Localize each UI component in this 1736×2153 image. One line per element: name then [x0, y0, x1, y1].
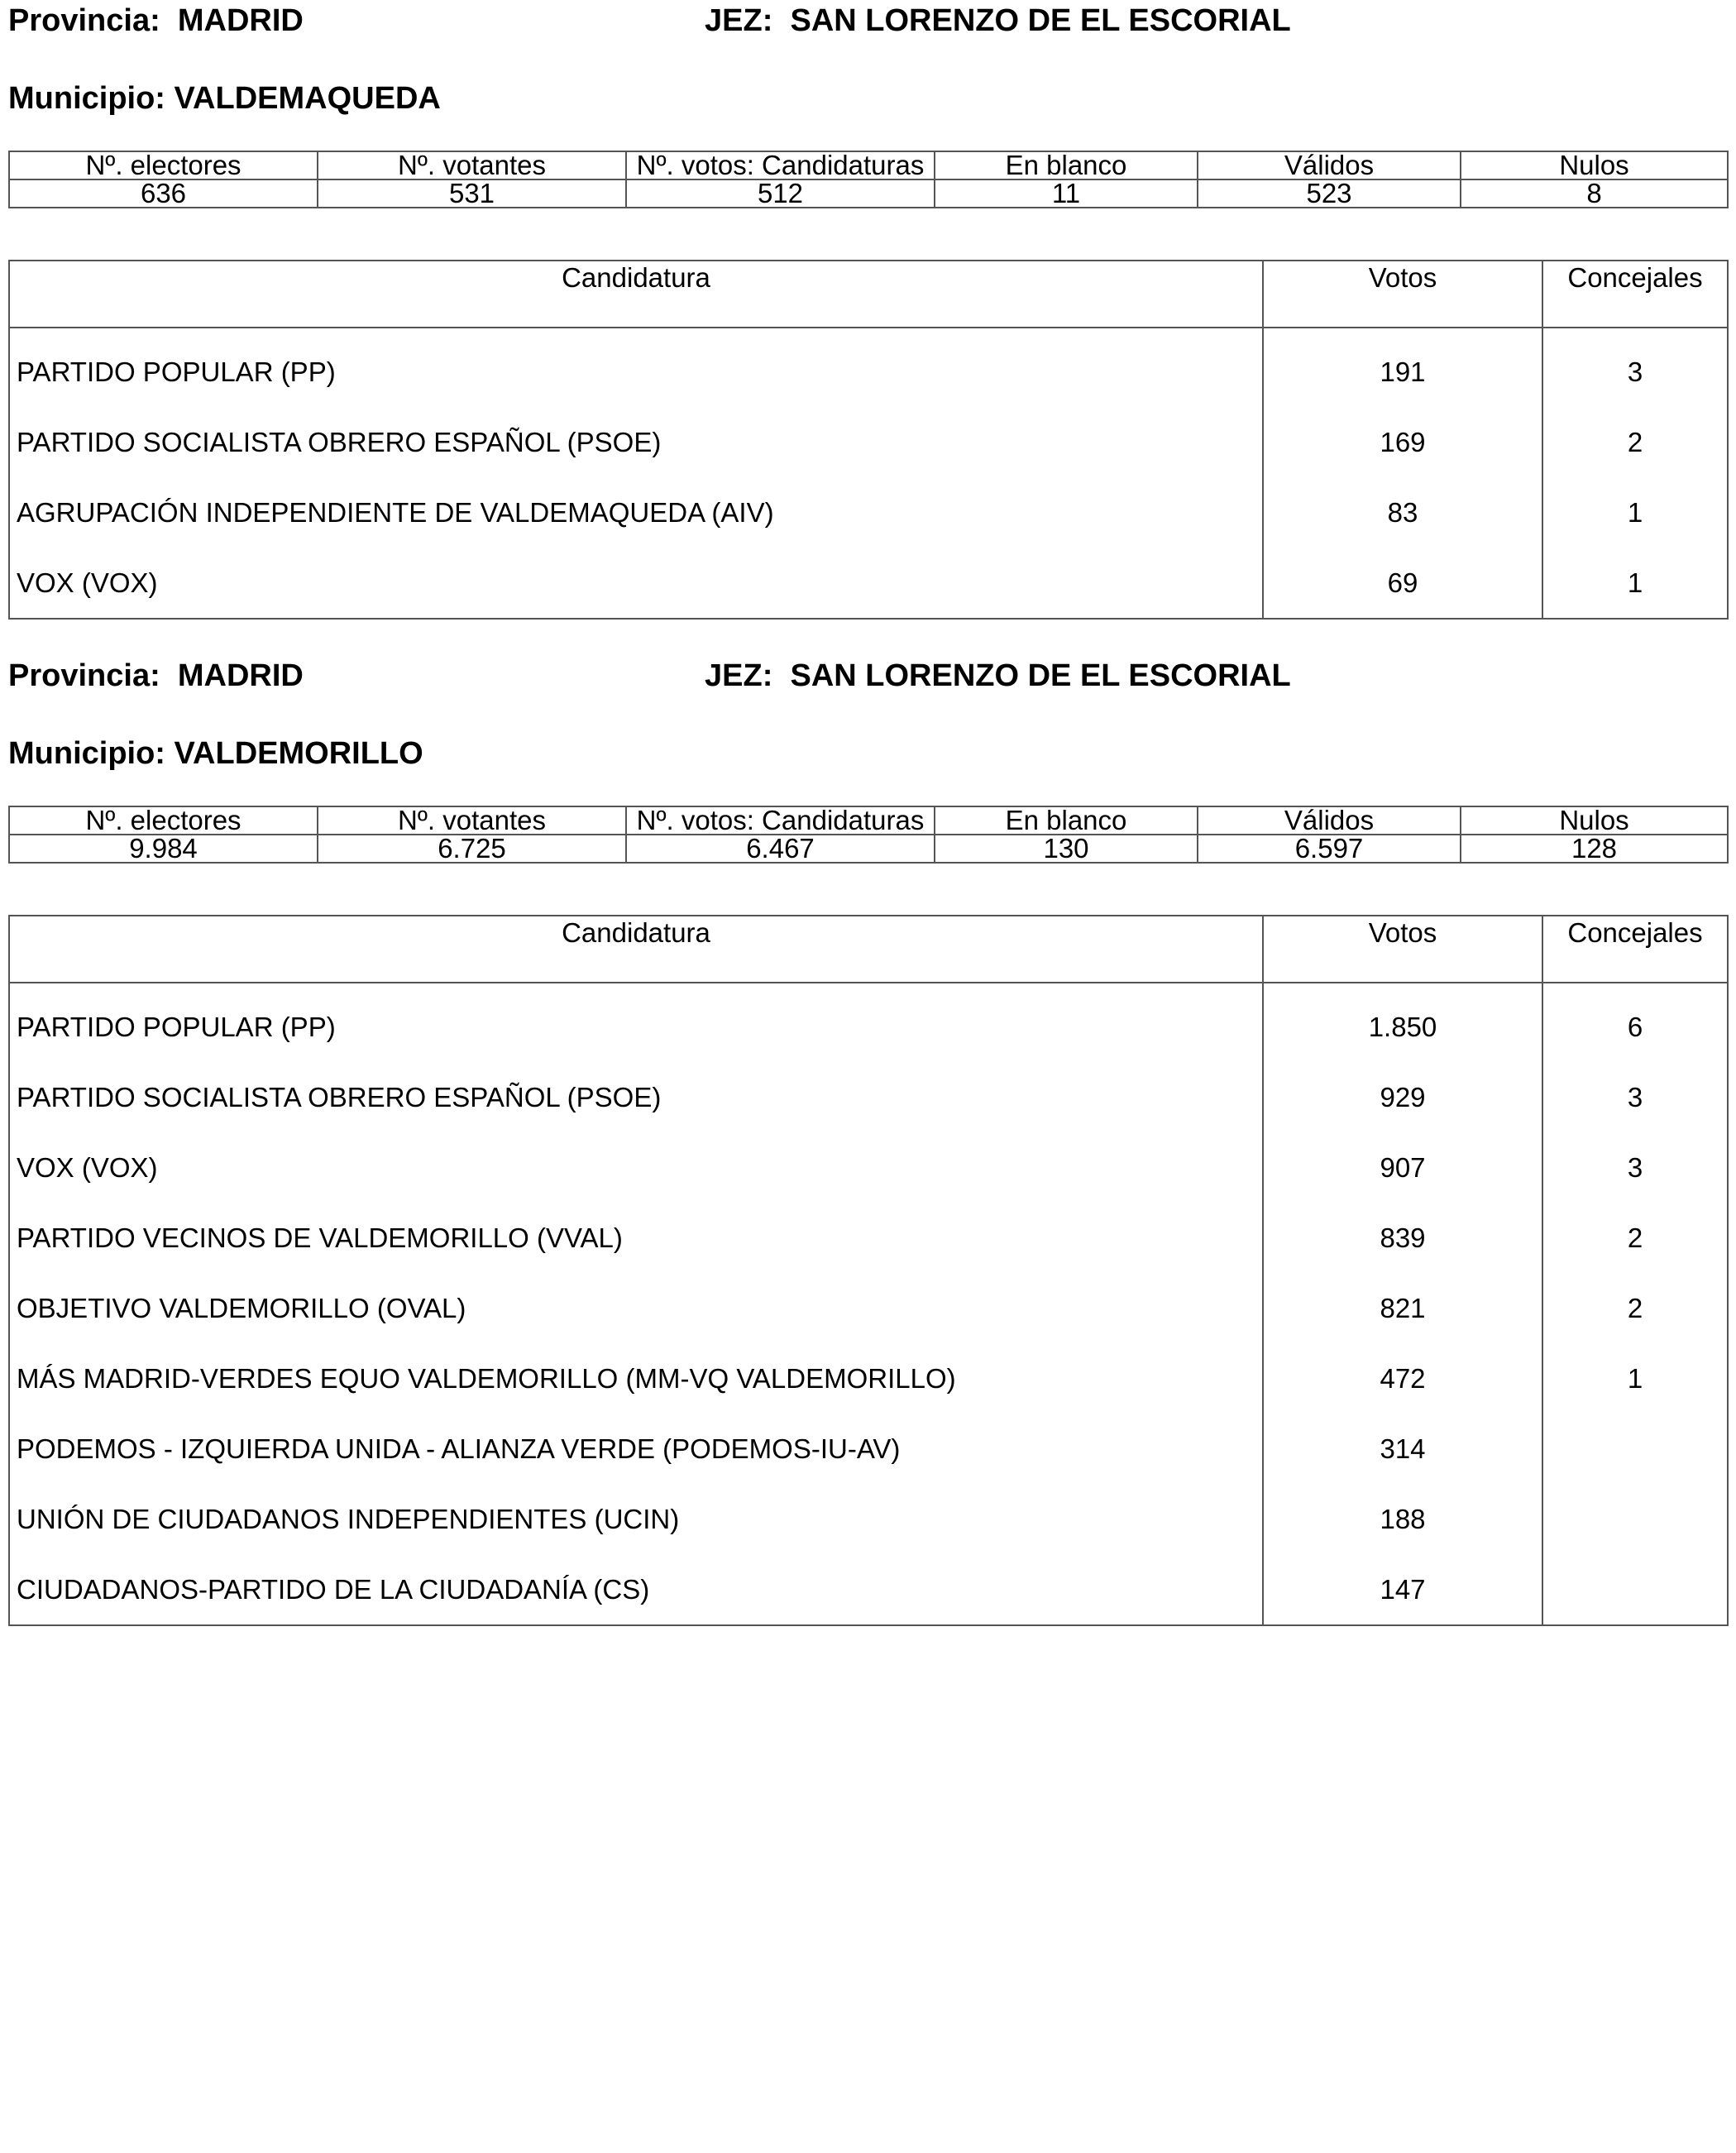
table-row: [9, 1484, 1728, 1554]
summary-header-en-blanco: En blanco: [935, 151, 1198, 179]
candidatura-name: VOX (VOX): [9, 548, 1263, 619]
table-row: [9, 1414, 1728, 1484]
candidatura-name: VOX (VOX): [9, 1132, 1263, 1203]
jez-heading: [705, 5, 1291, 36]
candidatura-seats: 2: [1542, 407, 1728, 477]
candidatura-votes: 191: [1263, 328, 1542, 407]
summary-header-votos-candidaturas: Nº. votos: Candidaturas: [626, 151, 935, 179]
candidatura-name: PARTIDO VECINOS DE VALDEMORILLO (VVAL): [9, 1203, 1263, 1273]
table-row: [9, 548, 1728, 619]
table-row: [9, 1203, 1728, 1273]
results-table: [8, 260, 1729, 620]
summary-value-en-blanco: 130: [935, 835, 1198, 863]
summary-value-validos: 6.597: [1198, 835, 1461, 863]
candidatura-name: PARTIDO SOCIALISTA OBRERO ESPAÑOL (PSOE): [9, 1062, 1263, 1132]
candidatura-seats: 2: [1542, 1203, 1728, 1273]
summary-header-electores: Nº. electores: [9, 806, 318, 835]
candidatura-name: PARTIDO SOCIALISTA OBRERO ESPAÑOL (PSOE): [9, 407, 1263, 477]
summary-header-votantes: Nº. votantes: [318, 151, 626, 179]
results-header-concejales: Concejales: [1542, 916, 1728, 983]
table-row: [9, 1554, 1728, 1625]
results-header-row: [9, 916, 1728, 983]
provincia-label: Provincia:: [8, 3, 160, 38]
summary-value-validos: 523: [1198, 179, 1461, 208]
candidatura-votes: 821: [1263, 1273, 1542, 1343]
candidatura-name: CIUDADANOS-PARTIDO DE LA CIUDADANÍA (CS): [9, 1554, 1263, 1625]
summary-header-row: [9, 806, 1728, 835]
municipio-label: Municipio:: [8, 736, 165, 771]
summary-header-votantes: Nº. votantes: [318, 806, 626, 835]
summary-value-votos-candidaturas: 6.467: [626, 835, 935, 863]
jez-value: SAN LORENZO DE EL ESCORIAL: [790, 658, 1291, 693]
summary-header-row: [9, 151, 1728, 179]
summary-header-nulos: Nulos: [1461, 151, 1728, 179]
results-header-concejales: Concejales: [1542, 261, 1728, 328]
summary-table: [8, 151, 1729, 208]
candidatura-seats: 3: [1542, 328, 1728, 407]
summary-value-votantes: 531: [318, 179, 626, 208]
candidatura-votes: 83: [1263, 477, 1542, 548]
candidatura-name: AGRUPACIÓN INDEPENDIENTE DE VALDEMAQUEDA (AIV): [9, 477, 1263, 548]
provincia-value: MADRID: [177, 658, 304, 693]
results-header-votos: Votos: [1263, 916, 1542, 983]
candidatura-votes: 69: [1263, 548, 1542, 619]
summary-value-electores: 636: [9, 179, 318, 208]
table-row: [9, 1343, 1728, 1414]
results-header-candidatura: Candidatura: [9, 916, 1263, 983]
results-header-votos: Votos: [1263, 261, 1542, 328]
candidatura-seats: [1542, 1414, 1728, 1484]
table-row: [9, 1062, 1728, 1132]
summary-value-en-blanco: 11: [935, 179, 1198, 208]
provincia-heading: [8, 5, 304, 36]
candidatura-name: PARTIDO POPULAR (PP): [9, 983, 1263, 1062]
summary-value-nulos: 8: [1461, 179, 1728, 208]
municipio-label: Municipio:: [8, 81, 165, 116]
summary-header-nulos: Nulos: [1461, 806, 1728, 835]
jez-label: JEZ:: [705, 3, 773, 38]
summary-value-row: [9, 835, 1728, 863]
candidatura-name: PODEMOS - IZQUIERDA UNIDA - ALIANZA VERDE (PODEMOS-IU-AV): [9, 1414, 1263, 1484]
municipio-value: VALDEMORILLO: [174, 736, 423, 771]
table-row: [9, 407, 1728, 477]
table-row: [9, 983, 1728, 1062]
candidatura-votes: 147: [1263, 1554, 1542, 1625]
summary-value-row: [9, 179, 1728, 208]
candidatura-votes: 839: [1263, 1203, 1542, 1273]
table-row: [9, 477, 1728, 548]
municipio-heading: [8, 738, 423, 769]
candidatura-name: MÁS MADRID-VERDES EQUO VALDEMORILLO (MM-VQ VALDEMORILLO): [9, 1343, 1263, 1414]
candidatura-votes: 314: [1263, 1414, 1542, 1484]
summary-header-en-blanco: En blanco: [935, 806, 1198, 835]
candidatura-seats: 3: [1542, 1062, 1728, 1132]
candidatura-name: OBJETIVO VALDEMORILLO (OVAL): [9, 1273, 1263, 1343]
candidatura-votes: 169: [1263, 407, 1542, 477]
provincia-value: MADRID: [177, 3, 304, 38]
summary-value-votantes: 6.725: [318, 835, 626, 863]
table-row: [9, 328, 1728, 407]
candidatura-votes: 1.850: [1263, 983, 1542, 1062]
candidatura-name: PARTIDO POPULAR (PP): [9, 328, 1263, 407]
results-header-candidatura: Candidatura: [9, 261, 1263, 328]
table-row: [9, 1273, 1728, 1343]
municipio-value: VALDEMAQUEDA: [174, 81, 441, 116]
summary-header-validos: Válidos: [1198, 151, 1461, 179]
candidatura-votes: 472: [1263, 1343, 1542, 1414]
candidatura-votes: 188: [1263, 1484, 1542, 1554]
provincia-label: Provincia:: [8, 658, 160, 693]
summary-header-votos-candidaturas: Nº. votos: Candidaturas: [626, 806, 935, 835]
candidatura-seats: 6: [1542, 983, 1728, 1062]
summary-table: [8, 806, 1729, 864]
candidatura-seats: [1542, 1484, 1728, 1554]
candidatura-seats: 1: [1542, 1343, 1728, 1414]
summary-header-validos: Válidos: [1198, 806, 1461, 835]
jez-heading: [705, 660, 1291, 691]
provincia-heading: [8, 660, 304, 691]
jez-value: SAN LORENZO DE EL ESCORIAL: [790, 3, 1291, 38]
summary-value-nulos: 128: [1461, 835, 1728, 863]
candidatura-votes: 907: [1263, 1132, 1542, 1203]
candidatura-votes: 929: [1263, 1062, 1542, 1132]
results-header-row: [9, 261, 1728, 328]
summary-header-electores: Nº. electores: [9, 151, 318, 179]
candidatura-seats: 1: [1542, 477, 1728, 548]
candidatura-name: UNIÓN DE CIUDADANOS INDEPENDIENTES (UCIN): [9, 1484, 1263, 1554]
results-table: [8, 915, 1729, 1626]
table-row: [9, 1132, 1728, 1203]
candidatura-seats: 3: [1542, 1132, 1728, 1203]
candidatura-seats: 2: [1542, 1273, 1728, 1343]
summary-value-electores: 9.984: [9, 835, 318, 863]
summary-value-votos-candidaturas: 512: [626, 179, 935, 208]
candidatura-seats: [1542, 1554, 1728, 1625]
candidatura-seats: 1: [1542, 548, 1728, 619]
jez-label: JEZ:: [705, 658, 773, 693]
municipio-heading: [8, 83, 441, 114]
